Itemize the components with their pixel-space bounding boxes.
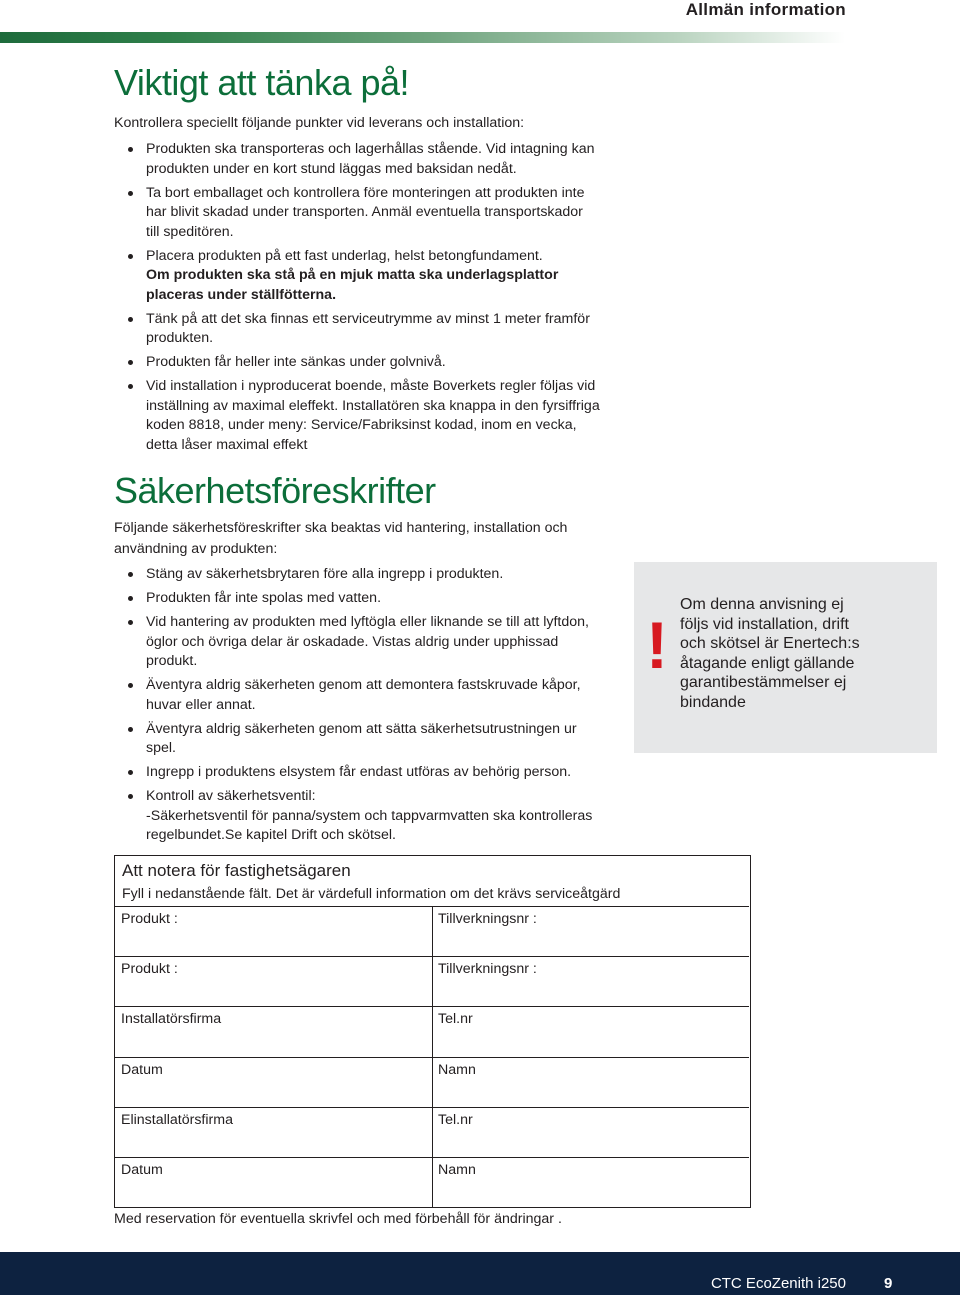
bullet-item: [128, 247, 600, 306]
bullet-dot-icon: [128, 317, 133, 322]
warning-line: garantibestämmelser ej: [680, 674, 847, 691]
notes-field-left[interactable]: Produkt :: [115, 907, 433, 956]
warning-exclamation-icon: !: [646, 608, 668, 682]
bullet-line: Kontroll av säkerhetsventil:: [146, 788, 316, 804]
bullet-item: [128, 565, 600, 585]
notes-title: Att notera för fastighetsägaren: [122, 861, 351, 880]
notes-row: [115, 1108, 749, 1158]
bullet-line-bold: placeras under ställfötterna.: [146, 286, 337, 303]
warning-line: Om denna anvisning ej: [680, 596, 844, 613]
bullet-line: Placera produkten på ett fast underlag, helst betongfundament.: [146, 247, 543, 264]
bullet-item: [128, 676, 600, 715]
bullet-dot-icon: [128, 620, 133, 625]
bullet-line: inställning av maximal eleffekt. Installatören ska knappa in den fyrsiffriga: [146, 397, 600, 414]
bullet-item: [128, 787, 600, 846]
warning-line: åtagande enligt gällande: [680, 654, 855, 672]
bullet-line: Vid hantering av produkten med lyftögla eller liknande se till att lyftdon,: [146, 614, 589, 630]
bullet-line: Produkten får heller inte sänkas under golvnivå.: [146, 354, 446, 370]
bullet-dot-icon: [128, 794, 133, 799]
footer-bar: [0, 1252, 960, 1295]
bullet-dot-icon: [128, 191, 133, 196]
bullet-item: [128, 353, 600, 373]
notes-field-left[interactable]: Installatörsfirma: [115, 1007, 433, 1056]
footer-product-name: CTC EcoZenith i250: [710, 1275, 846, 1292]
bullet-dot-icon: [128, 572, 133, 577]
notes-field-right[interactable]: Namn: [438, 1161, 476, 1178]
notes-field-right[interactable]: Tillverkningsnr :: [438, 961, 537, 978]
warning-line: bindande: [680, 693, 746, 711]
bullet-line: koden 8818, under meny: Service/Fabriksinst kodad, inom en vecka,: [146, 417, 577, 433]
bullet-line: huvar eller annat.: [146, 696, 256, 713]
bullet-item: [128, 589, 600, 609]
bullet-line: till speditören.: [146, 223, 234, 240]
bullet-line-bold: Om produkten ska stå på en mjuk matta ska underlagsplattor: [146, 267, 559, 283]
section-label: Allmän information: [685, 0, 846, 19]
page-number: 9: [884, 1275, 893, 1292]
bullet-dot-icon: [128, 147, 133, 152]
bullet-line: Vid installation i nyproducerat boende, måste Boverkets regler följas vid: [146, 378, 596, 394]
notes-field-right[interactable]: Tel.nr: [438, 1011, 473, 1028]
notes-field-right[interactable]: Tel.nr: [438, 1111, 473, 1128]
bullet-dot-icon: [128, 254, 133, 259]
intro-viktigt: Kontrollera speciellt följande punkter vid leverans och installation:: [114, 115, 525, 131]
bullet-item: [128, 310, 600, 349]
bullet-line: Stäng av säkerhetsbrytaren före alla ingrepp i produkten.: [146, 566, 504, 582]
notes-field-right[interactable]: Tillverkningsnr :: [438, 911, 537, 927]
bullet-dot-icon: [128, 596, 133, 601]
heading-viktigt: Viktigt att tänka på!: [114, 62, 410, 103]
bullet-line: produkten under en kort stund läggas med baksidan nedåt.: [146, 160, 517, 177]
notes-field-right[interactable]: Namn: [438, 1061, 476, 1078]
bullet-line: Ingrepp i produktens elsystem får endast utföras av behörig person.: [146, 764, 572, 780]
bullet-list-sakerhet: [128, 565, 600, 850]
notes-field-left[interactable]: Produkt :: [115, 957, 433, 1006]
notes-row: [115, 1158, 749, 1208]
owner-notes-form: [114, 855, 751, 1208]
bullet-dot-icon: [128, 683, 133, 688]
bullet-item: [128, 720, 600, 759]
notes-row: [115, 1058, 749, 1108]
warning-text: [680, 595, 910, 712]
notes-subtitle: Fyll i nedanstående fält. Det är värdefull information om det krävs serviceåtgärd: [122, 886, 621, 902]
bullet-dot-icon: [128, 360, 133, 365]
bullet-line: produkt.: [146, 653, 198, 669]
bullet-line: har blivit skadad under transporten. Anmäl eventuella transportskador: [146, 204, 583, 220]
bullet-line: Produkten ska transporteras och lagerhållas stående. Vid intagning kan: [146, 141, 595, 157]
bullet-line: Äventyra aldrig säkerheten genom att sätta säkerhetsutrustningen ur: [146, 720, 577, 737]
footnote: Med reservation för eventuella skrivfel och med förbehåll för ändringar .: [114, 1211, 562, 1227]
bullet-line: produkten.: [146, 330, 214, 346]
notes-field-left[interactable]: Datum: [115, 1058, 433, 1107]
heading-sakerhet: Säkerhetsföreskrifter: [114, 470, 436, 511]
bullet-item: [128, 377, 600, 455]
bullet-line: Ta bort emballaget och kontrollera före monteringen att produkten inte: [146, 184, 585, 201]
bullet-line: Äventyra aldrig säkerheten genom att demontera fastskruvade kåpor,: [146, 677, 581, 693]
bullet-line: öglor och övriga delar är oskadade. Vistas aldrig under upphissad: [146, 633, 559, 650]
notes-row: [115, 1007, 749, 1057]
intro-sakerhet: [114, 518, 574, 559]
bullet-item: [128, 184, 600, 243]
notes-field-left[interactable]: Datum: [115, 1158, 433, 1208]
bullet-line: -Säkerhetsventil för panna/system och tappvarmvatten ska kontrolleras: [146, 807, 593, 824]
header-gradient-bar: [0, 32, 845, 43]
bullet-line: Produkten får inte spolas med vatten.: [146, 590, 382, 606]
warning-line: följs vid installation, drift: [680, 615, 849, 633]
notes-row: [115, 907, 749, 957]
bullet-line: spel.: [146, 740, 176, 756]
notes-grid: [115, 906, 749, 1208]
bullet-line: regelbundet.Se kapitel Drift och skötsel.: [146, 827, 396, 843]
notes-row: [115, 957, 749, 1007]
intro-line: Följande säkerhetsföreskrifter ska beaktas vid hantering, installation och: [114, 520, 568, 536]
bullet-dot-icon: [128, 770, 133, 775]
notes-field-left[interactable]: Elinstallatörsfirma: [115, 1108, 433, 1157]
bullet-list-viktigt: [128, 140, 600, 460]
intro-line: användning av produkten:: [114, 540, 278, 557]
bullet-dot-icon: [128, 727, 133, 732]
bullet-line: detta låser maximal effekt: [146, 436, 308, 453]
bullet-item: [128, 763, 600, 783]
bullet-dot-icon: [128, 384, 133, 389]
bullet-line: Tänk på att det ska finnas ett serviceutrymme av minst 1 meter framför: [146, 310, 590, 327]
bullet-item: [128, 140, 600, 179]
warning-line: och skötsel är Enertech:s: [680, 635, 860, 652]
bullet-item: [128, 613, 600, 672]
